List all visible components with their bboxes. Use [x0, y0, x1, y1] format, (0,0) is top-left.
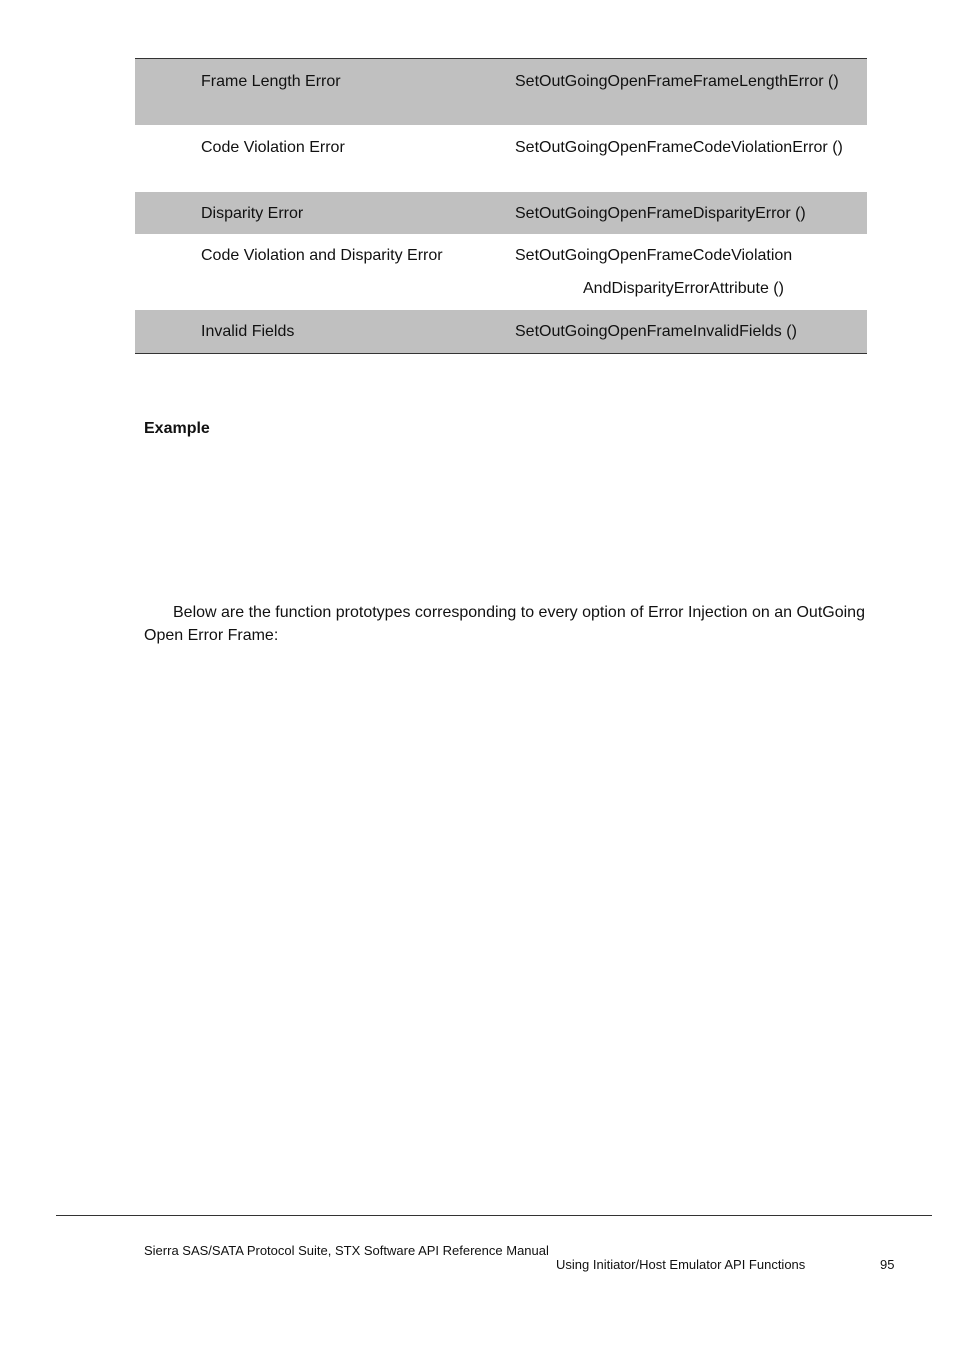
function-name-cell: SetOutGoingOpenFrameCodeViolationError (): [515, 139, 843, 156]
function-name-cell: [515, 244, 865, 300]
error-option-cell: Code Violation and Disparity Error: [201, 247, 443, 264]
error-option-cell: Code Violation Error: [201, 139, 345, 156]
error-option-cell: Frame Length Error: [201, 73, 341, 90]
function-name-cell: SetOutGoingOpenFrameInvalidFields (): [515, 323, 797, 340]
function-name-cell: SetOutGoingOpenFrameDisparityError (): [515, 205, 806, 222]
error-injection-table: [135, 58, 867, 354]
body-paragraph: Below are the function prototypes corresponding to every option of Error Injection on an OutGoing Open Error Frame:: [144, 604, 865, 644]
example-heading: Example: [144, 420, 210, 437]
function-name-continuation: AndDisparityErrorAttribute (): [583, 280, 784, 297]
function-name-cell: SetOutGoingOpenFrameFrameLengthError (): [515, 73, 839, 90]
error-option-cell: Invalid Fields: [201, 323, 295, 340]
page-number: 95: [880, 1257, 895, 1272]
error-option-cell: Disparity Error: [201, 205, 304, 222]
footer-section-title: Using Initiator/Host Emulator API Functions: [556, 1257, 806, 1272]
table-row: [135, 234, 867, 310]
table-row: [135, 310, 867, 353]
table-row: [135, 192, 867, 234]
footer-manual-title: Sierra SAS/SATA Protocol Suite, STX Software API Reference Manual: [144, 1243, 549, 1258]
table-row: [135, 59, 867, 125]
footer-divider: [56, 1215, 932, 1216]
function-name-part: SetOutGoingOpenFrameCodeViolation: [515, 247, 793, 264]
table-row: [135, 125, 867, 192]
